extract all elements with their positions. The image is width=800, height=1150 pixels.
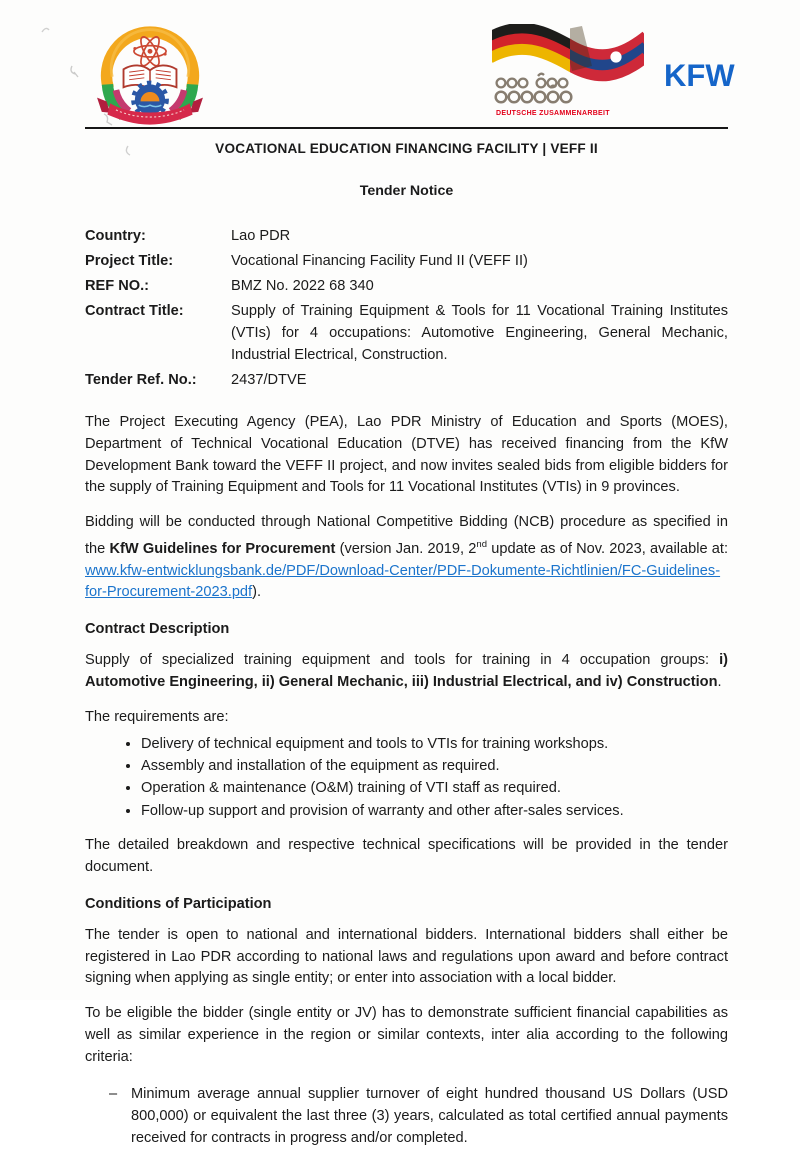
document-body [85,127,728,1150]
requirements-list [85,733,728,823]
requirements-intro: The requirements are: [85,708,229,725]
list-item: • Follow-up support and provision of warranty and other after-sales services. [141,800,728,822]
list-item: • Operation & maintenance (O&M) training of VTI staff as required. [141,777,728,799]
lao-script-line2 [496,86,572,103]
occupation-groups-bold: i) Automotive Engineering, ii) General Mechanic, iii) Industrial Electrical, and iv) Construction [85,652,728,691]
contract-title-value: Supply of Training Equipment & Tools for 11 Vocational Training Institutes (VTIs) for 4 occupations: Automotive Engineering, General Mechanic, Industrial Electrical, Construction. [231,303,728,363]
eligibility-criteria-list [85,1083,728,1150]
supply-text-end: . [717,674,722,691]
contract-title-label: Contract Title: [85,303,184,319]
kfw-logo: KFW [664,57,735,94]
document-header [0,0,800,127]
bidding-text-mid: (version Jan. 2019, 2 [335,540,477,557]
conditions-heading: Conditions of Participation [85,895,272,912]
conditions-paragraph-2: To be eligible the bidder (single entity or JV) has to demonstrate sufficient financial capabilities as well as similar experience in the region or similar contexts, inter alia according to the following criteria: [85,1005,728,1065]
moes-emblem-logo [93,22,207,126]
german-lao-cooperation-logo [492,24,644,120]
country-value: Lao PDR [231,228,291,244]
ref-no-label: REF NO.: [85,278,150,294]
bidding-text-close: ). [252,584,262,601]
gear-icon [133,83,166,116]
bidding-text-mid2: update as of Nov. 2023, available at: [487,540,729,557]
document-title: VOCATIONAL EDUCATION FINANCING FACILITY | VEFF II [215,141,598,156]
conditions-paragraph-1: The tender is open to national and international bidders. International bidders shall either be registered in Lao PDR according to national laws and regulations upon award and before contract signing when applying as single entity; or enter into association with a local bidder. [85,926,728,987]
contract-description-heading: Contract Description [85,621,230,638]
project-title-label: Project Title: [85,253,174,269]
list-item: – Minimum average annual supplier turnover of eight hundred thousand US Dollars (USD 800,000) or equivalent the last three (3) years, calculated as total certified annual payments received for contracts in progress and/or completed. [85,1083,728,1150]
header-divider [85,127,728,129]
document-subtitle: Tender Notice [359,183,454,199]
ref-no-value: BMZ No. 2022 68 340 [231,278,374,294]
kfw-guidelines-bold: KfW Guidelines for Procurement [109,540,336,557]
coop-logo-caption: DEUTSCHE ZUSAMMENARBEIT [496,110,610,117]
detailed-breakdown-paragraph: The detailed breakdown and respective technical specifications will be provided in the tender document. [85,837,728,876]
list-item: • Delivery of technical equipment and tools to VTIs for training workshops. [141,733,728,755]
lao-script-line1 [497,74,568,88]
tender-ref-value: 2437/DTVE [231,372,307,388]
contract-description-paragraph [85,650,728,694]
procurement-guidelines-link[interactable]: www.kfw-entwicklungsbank.de/PDF/Download-Center/PDF-Dokumente-Richtlinien/FC-Guidelines-for-Procurement-2023.pdf [85,562,721,601]
project-title-value: Vocational Financing Facility Fund II (VEFF II) [231,253,528,269]
list-item: • Assembly and installation of the equipment as required. [141,755,728,777]
bidding-text-pre: Bidding will be conducted through National Competitive Bidding (NCB) procedure as specified in the [85,514,728,557]
bidding-paragraph [85,512,728,604]
ordinal-superscript: nd [476,538,487,550]
tender-meta-table [85,225,728,391]
intro-paragraph: The Project Executing Agency (PEA), Lao PDR Ministry of Education and Sports (MOES), Department of Technical Vocational Education (DTVE) has received financing from the KfW Development Bank toward the VEFF II project, and now invites sealed bids from eligible bidders for the supply of Training Equipment and Tools for 11 Vocational Institutes (VTIs) in 9 provinces. [85,414,728,496]
tender-ref-label: Tender Ref. No.: [85,372,197,388]
country-label: Country: [85,228,146,244]
supply-text: Supply of specialized training equipment and tools for training in 4 occupation groups: [85,652,720,669]
